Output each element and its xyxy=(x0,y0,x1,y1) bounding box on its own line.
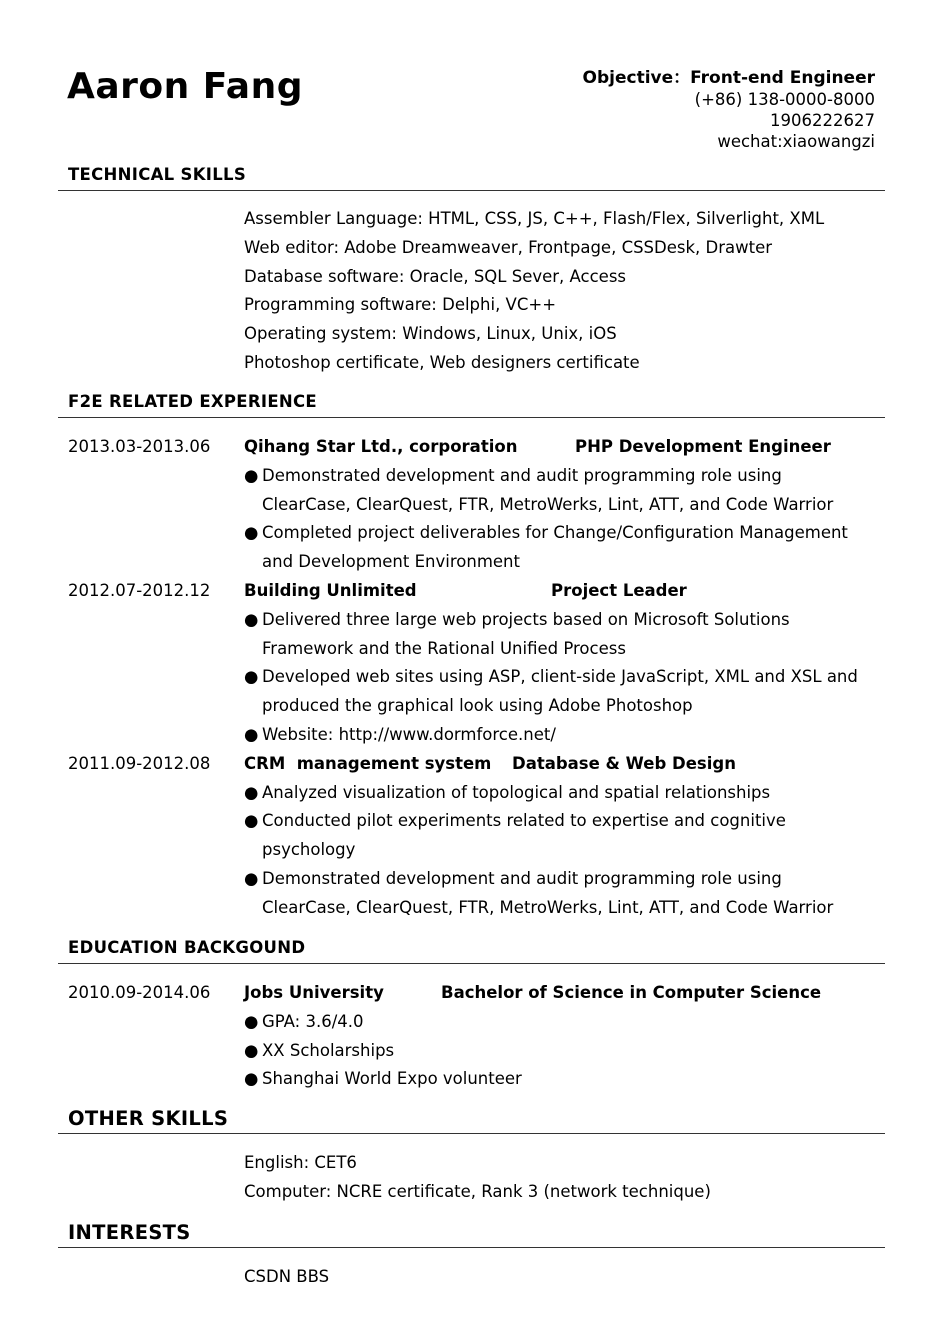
list-item xyxy=(0,807,950,836)
bullet-text: Delivered three large web projects based on Microsoft Solutions xyxy=(262,609,790,629)
bullet-text: Analyzed visualization of topological and spatial relationships xyxy=(262,782,771,802)
phone: (+86) 138-0000-8000 xyxy=(694,90,875,109)
section-title-interests: INTERESTS xyxy=(68,1221,191,1244)
other-skills-list xyxy=(0,1149,950,1207)
other-skill-line: Computer: NCRE certificate, Rank 3 (network technique) xyxy=(244,1181,711,1201)
list-item xyxy=(0,663,950,692)
bullet-icon: ● xyxy=(244,465,259,485)
interests-list xyxy=(0,1263,950,1292)
candidate-name: Aaron Fang xyxy=(67,66,303,107)
bullet-text: Website: http://www.dormforce.net/ xyxy=(262,724,556,744)
bullet-text: GPA: 3.6/4.0 xyxy=(262,1011,364,1031)
skill-line: Database software: Oracle, SQL Sever, Access xyxy=(244,266,627,286)
contact-block xyxy=(583,68,875,152)
education-header xyxy=(0,979,950,1008)
bullet-text-continued: produced the graphical look using Adobe Photoshop xyxy=(262,696,693,716)
section-title-education: EDUCATION BACKGOUND xyxy=(68,938,306,957)
bullet-text-continued: Framework and the Rational Unified Process xyxy=(262,638,626,658)
bullet-icon: ● xyxy=(244,811,259,831)
job-role: Project Leader xyxy=(551,580,687,600)
education-list xyxy=(0,979,950,1094)
list-item xyxy=(0,519,950,548)
skill-line: Assembler Language: HTML, CSS, JS, C++, Flash/Flex, Silverlight, XML xyxy=(244,209,825,228)
section-divider xyxy=(58,1247,885,1248)
bullet-text-continued: psychology xyxy=(262,840,356,860)
bullet-icon: ● xyxy=(244,782,259,802)
job-date: 2011.09-2012.08 xyxy=(68,753,211,773)
section-title-technical-skills: TECHNICAL SKILLS xyxy=(68,165,247,184)
section-divider xyxy=(58,963,885,964)
section-title-other-skills: OTHER SKILLS xyxy=(68,1107,229,1130)
list-item xyxy=(0,865,950,894)
job-header xyxy=(0,750,950,779)
technical-skills-list xyxy=(0,205,950,378)
school-name: Jobs University xyxy=(244,983,384,1002)
bullet-icon: ● xyxy=(244,667,259,687)
bullet-text: Developed web sites using ASP, client-side JavaScript, XML and XSL and xyxy=(262,667,858,687)
wechat: wechat:xiaowangzi xyxy=(717,132,875,151)
degree: Bachelor of Science in Computer Science xyxy=(441,983,822,1002)
list-item xyxy=(0,779,950,808)
skill-line: Operating system: Windows, Linux, Unix, iOS xyxy=(244,324,617,344)
job-role: Database & Web Design xyxy=(512,753,736,773)
education-date: 2010.09-2014.06 xyxy=(68,983,211,1002)
job-date: 2013.03-2013.06 xyxy=(68,437,211,456)
skill-line: Web editor: Adobe Dreamweaver, Frontpage, CSSDesk, Drawter xyxy=(244,237,773,257)
job-header xyxy=(0,433,950,462)
job-company: Building Unlimited xyxy=(244,580,417,600)
objective: Objective：Front-end Engineer xyxy=(582,68,875,88)
list-item xyxy=(0,462,950,491)
interest-line: CSDN BBS xyxy=(244,1267,330,1286)
bullet-text-continued: and Development Environment xyxy=(262,552,520,572)
job-company: Qihang Star Ltd., corporation xyxy=(244,437,518,456)
bullet-icon: ● xyxy=(244,1069,259,1089)
bullet-icon: ● xyxy=(244,1040,259,1060)
list-item xyxy=(0,606,950,635)
experience-list xyxy=(0,433,950,923)
bullet-text: XX Scholarships xyxy=(262,1040,395,1060)
section-divider xyxy=(58,1133,885,1134)
job-company: CRM management system xyxy=(244,753,492,773)
section-divider xyxy=(58,417,885,418)
list-item xyxy=(0,1008,950,1037)
bullet-icon: ● xyxy=(244,609,259,629)
job-date: 2012.07-2012.12 xyxy=(68,580,211,600)
list-item xyxy=(0,1065,950,1094)
bullet-text: Conducted pilot experiments related to expertise and cognitive xyxy=(262,811,786,831)
section-title-experience: F2E RELATED EXPERIENCE xyxy=(68,392,317,411)
skill-line: Photoshop certificate, Web designers certificate xyxy=(244,352,640,372)
bullet-text: Completed project deliverables for Change/Configuration Management xyxy=(262,523,848,543)
bullet-text: Shanghai World Expo volunteer xyxy=(262,1069,522,1089)
skill-line: Programming software: Delphi, VC++ xyxy=(244,295,557,315)
job-role: PHP Development Engineer xyxy=(575,437,831,456)
bullet-text: Demonstrated development and audit programming role using xyxy=(262,465,782,485)
bullet-icon: ● xyxy=(244,724,259,744)
list-item xyxy=(0,721,950,750)
bullet-text: Demonstrated development and audit programming role using xyxy=(262,868,782,888)
list-item xyxy=(0,1037,950,1066)
qq-number: 1906222627 xyxy=(770,111,875,130)
other-skill-line: English: CET6 xyxy=(244,1153,357,1172)
bullet-icon: ● xyxy=(244,1011,259,1031)
bullet-text-continued: ClearCase, ClearQuest, FTR, MetroWerks, Lint, ATT, and Code Warrior xyxy=(262,494,834,514)
job-header xyxy=(0,577,950,606)
bullet-text-continued: ClearCase, ClearQuest, FTR, MetroWerks, Lint, ATT, and Code Warrior xyxy=(262,897,834,917)
bullet-icon: ● xyxy=(244,523,259,543)
section-divider xyxy=(58,190,885,191)
bullet-icon: ● xyxy=(244,868,259,888)
